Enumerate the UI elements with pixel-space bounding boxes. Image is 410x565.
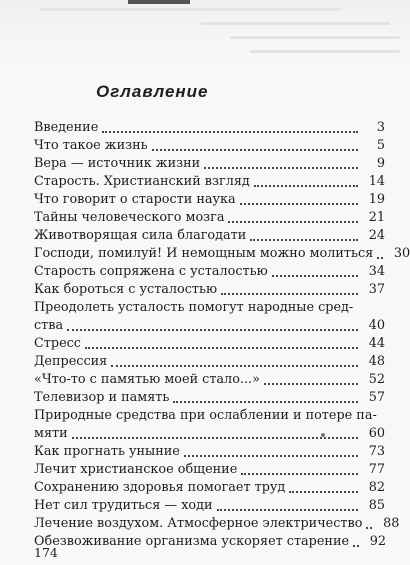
page-number: 174 bbox=[34, 545, 58, 560]
toc-entry-title: Нет сил трудиться — ходи bbox=[34, 498, 213, 513]
toc-entry[interactable] bbox=[34, 317, 385, 335]
toc-entry-title: Что такое жизнь bbox=[34, 138, 148, 153]
toc-entry-title: Господи, помилуй! И немощным можно молиться bbox=[34, 246, 374, 261]
dot-leader bbox=[289, 491, 358, 493]
toc-entry[interactable] bbox=[34, 173, 385, 191]
toc-entry-page: 40 bbox=[368, 318, 385, 333]
toc-entry[interactable] bbox=[34, 371, 385, 389]
toc-entry[interactable] bbox=[34, 353, 385, 371]
toc-entry-page: 24 bbox=[368, 228, 385, 243]
show-through-text bbox=[0, 0, 410, 72]
paper-speck bbox=[321, 433, 325, 437]
dot-leader bbox=[67, 329, 358, 331]
toc-entry-page: 57 bbox=[368, 390, 385, 405]
dot-leader bbox=[241, 473, 358, 475]
toc-entry-page: 9 bbox=[376, 156, 385, 171]
toc-entry-title: Депрессия bbox=[34, 354, 108, 369]
show-through-line bbox=[40, 8, 340, 11]
toc-entry[interactable] bbox=[34, 515, 400, 533]
toc-entry-title: Лечение воздухом. Атмосферное электричество bbox=[34, 516, 363, 531]
toc-entry[interactable] bbox=[34, 245, 410, 263]
dot-leader bbox=[102, 131, 358, 133]
toc-entry-title: Лечит христианское общение bbox=[34, 462, 238, 477]
toc-entry-page: 85 bbox=[368, 498, 385, 513]
dot-leader bbox=[264, 383, 358, 385]
toc-entry[interactable] bbox=[34, 443, 385, 461]
toc-entry-page: 14 bbox=[368, 174, 385, 189]
toc-entry-page: 21 bbox=[368, 210, 385, 225]
dot-leader bbox=[72, 437, 358, 439]
toc-entry-page: 82 bbox=[368, 480, 385, 495]
toc-entry-title: Телевизор и память bbox=[34, 390, 170, 405]
dot-leader bbox=[366, 527, 372, 529]
toc-entry[interactable] bbox=[34, 155, 385, 173]
dot-leader bbox=[250, 239, 358, 241]
toc-entry-page: 3 bbox=[376, 120, 385, 135]
toc-entry-page: 77 bbox=[368, 462, 385, 477]
toc-entry-page: 88 bbox=[383, 516, 400, 531]
toc-entry[interactable] bbox=[34, 119, 385, 137]
toc-entry[interactable] bbox=[34, 389, 385, 407]
toc-entry-page: 30 bbox=[393, 246, 410, 261]
dot-leader bbox=[240, 203, 358, 205]
dot-leader bbox=[254, 185, 358, 187]
toc-entry-page: 5 bbox=[376, 138, 385, 153]
toc-entry[interactable] bbox=[34, 425, 385, 443]
dot-leader bbox=[111, 365, 358, 367]
toc-entry[interactable] bbox=[34, 497, 385, 515]
toc-entry-title: ства bbox=[34, 318, 64, 333]
toc-entry-page: 44 bbox=[368, 336, 385, 351]
dot-leader bbox=[152, 149, 358, 151]
dot-leader bbox=[217, 509, 358, 511]
toc-entry-page: 52 bbox=[368, 372, 385, 387]
toc-entry[interactable] bbox=[34, 533, 385, 551]
show-through-line bbox=[200, 22, 390, 25]
toc-entry[interactable] bbox=[34, 461, 385, 479]
dot-leader bbox=[184, 455, 358, 457]
table-of-contents bbox=[34, 119, 410, 551]
toc-entry-page: 19 bbox=[368, 192, 385, 207]
toc-entry[interactable] bbox=[34, 137, 385, 155]
dot-leader bbox=[173, 401, 358, 403]
dot-leader bbox=[221, 293, 358, 295]
toc-entry-title: Как бороться с усталостью bbox=[34, 282, 218, 297]
dot-leader bbox=[353, 545, 359, 547]
toc-entry-title: Что говорит о старости наука bbox=[34, 192, 236, 207]
toc-heading: Оглавление bbox=[96, 82, 209, 101]
toc-entry-title-line: Преодолеть усталость помогут народные сред- bbox=[34, 300, 354, 315]
toc-entry[interactable] bbox=[34, 281, 385, 299]
toc-entry-page: 60 bbox=[368, 426, 385, 441]
toc-entry-title: Обезвоживание организма ускоряет старение bbox=[34, 534, 350, 549]
toc-entry[interactable] bbox=[34, 479, 385, 497]
toc-entry-page: 37 bbox=[368, 282, 385, 297]
toc-entry-title: Как прогнать уныние bbox=[34, 444, 180, 459]
toc-entry[interactable] bbox=[34, 191, 385, 209]
toc-entry-title: Введение bbox=[34, 120, 99, 135]
dot-leader bbox=[204, 167, 358, 169]
toc-entry-title: Старость сопряжена с усталостью bbox=[34, 264, 268, 279]
toc-entry-title: Старость. Христианский взгляд bbox=[34, 174, 250, 189]
show-through-line bbox=[230, 36, 400, 39]
toc-entry-title-line: Природные средства при ослаблении и потере па- bbox=[34, 408, 377, 423]
top-rule bbox=[128, 0, 190, 4]
toc-entry-title: Стресс bbox=[34, 336, 81, 351]
dot-leader bbox=[272, 275, 358, 277]
toc-entry[interactable] bbox=[34, 209, 385, 227]
dot-leader bbox=[377, 257, 383, 259]
toc-entry-page: 34 bbox=[368, 264, 385, 279]
toc-entry[interactable] bbox=[34, 335, 385, 353]
toc-entry-page: 92 bbox=[369, 534, 387, 549]
toc-entry-title: Вера — источник жизни bbox=[34, 156, 201, 171]
toc-entry-title: мяти bbox=[34, 426, 68, 441]
dot-leader bbox=[85, 347, 358, 349]
toc-entry-title: Животворящая сила благодати bbox=[34, 228, 247, 243]
toc-entry-page: 73 bbox=[368, 444, 385, 459]
toc-entry[interactable] bbox=[34, 263, 385, 281]
toc-entry-title: «Что-то с памятью моей стало...» bbox=[34, 372, 260, 387]
dot-leader bbox=[228, 221, 358, 223]
toc-entry[interactable] bbox=[34, 227, 385, 245]
toc-entry-title: Сохранению здоровья помогает труд bbox=[34, 480, 286, 495]
toc-entry-page: 48 bbox=[368, 354, 385, 369]
show-through-line bbox=[250, 50, 400, 53]
toc-entry-title: Тайны человеческого мозга bbox=[34, 210, 225, 225]
